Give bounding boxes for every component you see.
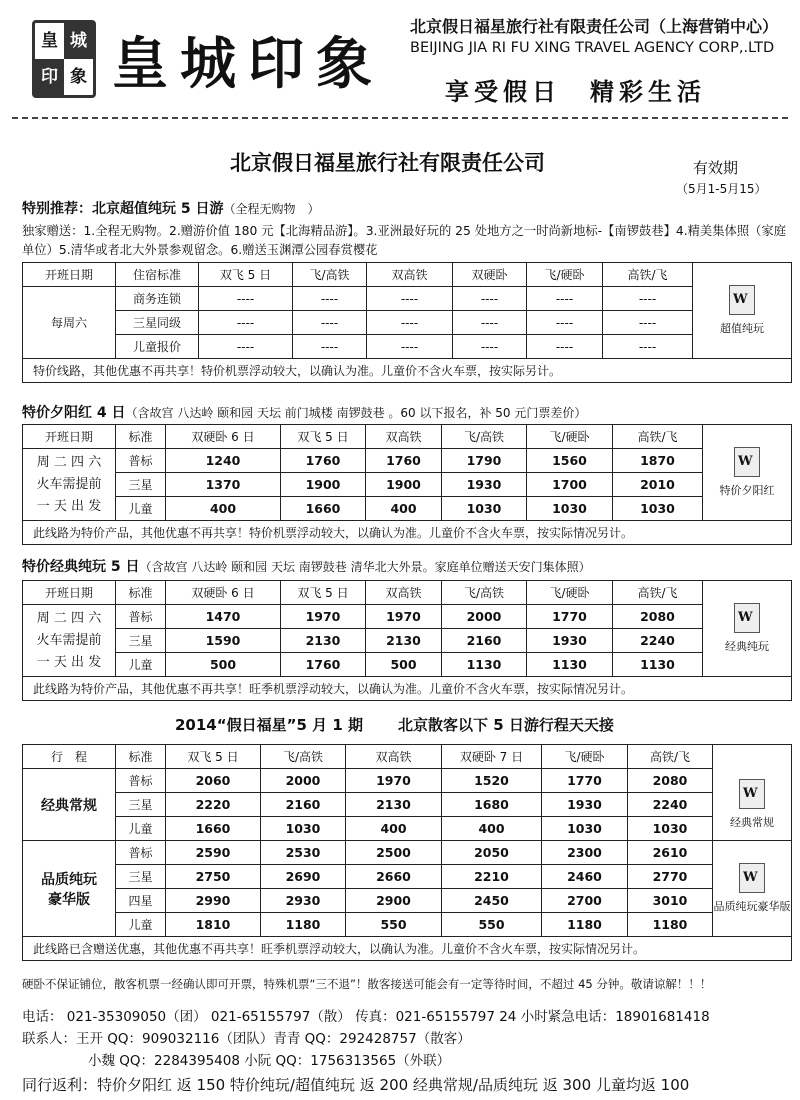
standard-cell: 三星同级 — [116, 311, 199, 335]
column-header: 开班日期 — [23, 425, 116, 449]
column-header: 标准 — [116, 745, 166, 769]
table-row — [23, 793, 792, 817]
header-divider — [12, 117, 788, 119]
column-header: 飞/高铁 — [442, 581, 527, 605]
standard-cell: 儿童 — [116, 653, 166, 677]
price-cell: 550 — [442, 913, 542, 937]
price-cell: 1700 — [527, 473, 613, 497]
table-header-row — [23, 263, 792, 287]
column-header: 开班日期 — [23, 581, 116, 605]
price-cell: 1970 — [366, 605, 442, 629]
word-document-icon — [729, 285, 755, 315]
standard-cell: 儿童 — [116, 817, 166, 841]
column-header: 高铁/飞 — [628, 745, 713, 769]
column-header: 住宿标准 — [116, 263, 199, 287]
footer-contact-1: 联系人：王开 QQ：909032116（团队）青青 QQ：292428757（散客） — [22, 1031, 471, 1047]
column-header: 飞/硬卧 — [542, 745, 628, 769]
group-name-line: 品质纯玩 — [41, 871, 97, 888]
standard-cell: 儿童 — [116, 913, 166, 937]
section2-title: 特价夕阳红 4 日 — [22, 405, 126, 421]
document-attachment[interactable] — [703, 581, 792, 677]
price-cell: 1680 — [442, 793, 542, 817]
price-cell: 2240 — [613, 629, 703, 653]
standard-cell: 商务连锁 — [116, 287, 199, 311]
price-cell: 1560 — [527, 449, 613, 473]
price-cell: 1180 — [261, 913, 346, 937]
seal-char: 皇 — [41, 31, 58, 51]
column-header: 高铁/飞 — [613, 425, 703, 449]
price-cell: 2300 — [542, 841, 628, 865]
table-row — [23, 287, 792, 311]
footer-rebate: 同行返利：特价夕阳红 返 150 特价纯玩/超值纯玩 返 200 经典常规/品质纯玩 返 300 儿童均返 100 — [22, 1076, 690, 1094]
word-document-icon — [734, 447, 760, 477]
price-cell: 500 — [366, 653, 442, 677]
price-cell: 1180 — [542, 913, 628, 937]
attachment-caption: 特价夕阳红 — [719, 484, 775, 497]
column-header: 双飞 5 日 — [281, 425, 366, 449]
table-note-row — [23, 937, 792, 961]
price-cell: ---- — [199, 335, 293, 359]
standard-cell: 普标 — [116, 449, 166, 473]
slogan: 享受假日 精彩生活 — [445, 77, 706, 106]
table-row — [23, 449, 792, 473]
price-cell: ---- — [453, 335, 527, 359]
section1-description: 独家赠送：1.全程无购物。2.赠游价值 180 元【北海精品游】。3.亚洲最好玩的 25 处地方之一时尚新地标-【南锣鼓巷】4.精美集体照（家庭单位）5.清华或者北大外景参观留念。6.赠送玉渊潭公园春赏樱花 — [22, 224, 787, 257]
document-attachment[interactable] — [713, 769, 792, 841]
word-document-icon — [739, 779, 765, 809]
column-header: 飞/高铁 — [261, 745, 346, 769]
section3-note: 此线路为特价产品，其他优惠不再共享！旺季机票浮动较大，以确认为准。儿童价不含火车票，按实际情况另计。 — [23, 677, 792, 701]
column-header: 行 程 — [23, 745, 116, 769]
price-cell: 2050 — [442, 841, 542, 865]
table-row — [23, 311, 792, 335]
validity-label: 有效期 — [693, 159, 739, 177]
table-note-row — [23, 677, 792, 701]
section1-note: 特价线路，其他优惠不再共享！特价机票浮动较大，以确认为准。儿童价不含火车票，按实际另计。 — [23, 359, 792, 383]
table-note-row — [23, 359, 792, 383]
table-row — [23, 605, 792, 629]
price-cell: ---- — [199, 287, 293, 311]
section3-title: 特价经典纯玩 5 日 — [22, 559, 140, 575]
schedule-line: 火车需提前 — [36, 476, 102, 492]
table-header-row — [23, 745, 792, 769]
table-row — [23, 497, 792, 521]
price-cell: 1930 — [442, 473, 527, 497]
standard-cell: 三星 — [116, 793, 166, 817]
price-cell: 1030 — [527, 497, 613, 521]
price-cell: ---- — [603, 335, 693, 359]
price-cell: 400 — [166, 497, 281, 521]
price-cell: 2160 — [442, 629, 527, 653]
price-cell: 1130 — [442, 653, 527, 677]
price-cell: 550 — [346, 913, 442, 937]
document-attachment[interactable] — [713, 841, 792, 937]
table-row — [23, 769, 792, 793]
price-cell: 1770 — [527, 605, 613, 629]
section1-title: 特别推荐：北京超值纯玩 5 日游 — [22, 201, 224, 217]
brand-name: 皇城印象 — [112, 31, 384, 97]
word-document-icon — [734, 603, 760, 633]
table-row — [23, 865, 792, 889]
section4-band-right: 北京散客以下 5 日游行程天天接 — [398, 716, 614, 734]
price-cell: 1180 — [628, 913, 713, 937]
column-header: 双高铁 — [346, 745, 442, 769]
brand-seal-logo — [32, 20, 96, 98]
price-cell: 1760 — [281, 653, 366, 677]
price-cell: 2770 — [628, 865, 713, 889]
attachment-caption: 经典纯玩 — [725, 640, 769, 653]
price-cell: 2610 — [628, 841, 713, 865]
price-cell: 1030 — [628, 817, 713, 841]
column-header: 双高铁 — [367, 263, 453, 287]
departure-date: 每周六 — [23, 287, 116, 359]
price-cell: 1870 — [613, 449, 703, 473]
price-cell: ---- — [199, 311, 293, 335]
price-cell: 1470 — [166, 605, 281, 629]
column-header: 双飞 5 日 — [166, 745, 261, 769]
column-header: 双硬卧 6 日 — [166, 425, 281, 449]
price-cell: 2690 — [261, 865, 346, 889]
group-name-line: 豪华版 — [48, 891, 90, 908]
price-cell: 1030 — [261, 817, 346, 841]
price-cell: ---- — [293, 287, 367, 311]
standard-cell: 儿童 — [116, 497, 166, 521]
standard-cell: 三星 — [116, 629, 166, 653]
price-cell: 500 — [166, 653, 281, 677]
price-cell: 2000 — [442, 605, 527, 629]
price-cell: 1930 — [542, 793, 628, 817]
seal-char: 印 — [35, 59, 64, 95]
table-row — [23, 653, 792, 677]
price-cell: 1030 — [542, 817, 628, 841]
column-header: 双硬卧 — [453, 263, 527, 287]
section2-subtitle: （含故宫 八达岭 颐和园 天坛 前门城楼 南锣鼓巷 。60 以下报名，补 50 元门票差价） — [125, 406, 587, 420]
icon-header-spacer — [713, 745, 792, 769]
price-cell: 2000 — [261, 769, 346, 793]
schedule-line: 一 天 出 发 — [36, 498, 102, 514]
seal-char: 象 — [70, 67, 87, 87]
price-cell: 400 — [346, 817, 442, 841]
column-header: 开班日期 — [23, 263, 116, 287]
price-cell: 2080 — [613, 605, 703, 629]
price-cell: 1900 — [366, 473, 442, 497]
price-cell: 1660 — [166, 817, 261, 841]
table-row — [23, 841, 792, 865]
column-header: 标准 — [116, 425, 166, 449]
validity-range: （5月1-5月15） — [676, 182, 767, 196]
price-cell: ---- — [367, 287, 453, 311]
seal-char: 城 — [64, 23, 93, 59]
price-cell: 2460 — [542, 865, 628, 889]
standard-cell: 普标 — [116, 841, 166, 865]
price-cell: 1760 — [281, 449, 366, 473]
price-cell: 2660 — [346, 865, 442, 889]
price-cell: 1130 — [613, 653, 703, 677]
column-header: 双高铁 — [366, 581, 442, 605]
table-row — [23, 889, 792, 913]
price-cell: 2220 — [166, 793, 261, 817]
column-header: 双硬卧 7 日 — [442, 745, 542, 769]
price-cell: 1810 — [166, 913, 261, 937]
price-cell: 2990 — [166, 889, 261, 913]
column-header: 高铁/飞 — [603, 263, 693, 287]
price-cell: 2130 — [281, 629, 366, 653]
price-cell: 1030 — [442, 497, 527, 521]
section1-subtitle: （全程无购物 ） — [223, 202, 320, 216]
price-cell: 2500 — [346, 841, 442, 865]
standard-cell: 普标 — [116, 605, 166, 629]
price-cell: 400 — [442, 817, 542, 841]
price-cell: 1370 — [166, 473, 281, 497]
section1-price-table — [22, 262, 792, 383]
schedule-line: 周 二 四 六 — [36, 610, 102, 626]
table-row — [23, 335, 792, 359]
price-cell: 2130 — [346, 793, 442, 817]
column-header: 飞/高铁 — [293, 263, 367, 287]
price-cell: 2450 — [442, 889, 542, 913]
table-row — [23, 913, 792, 937]
section3-subtitle: （含故宫 八达岭 颐和园 天坛 南锣鼓巷 清华北大外景。家庭单位赠送天安门集体照） — [139, 560, 591, 574]
attachment-caption: 超值纯玩 — [720, 322, 764, 335]
price-cell: ---- — [293, 335, 367, 359]
table-row — [23, 817, 792, 841]
price-cell: 1970 — [346, 769, 442, 793]
section2-price-table — [22, 424, 792, 545]
schedule-line: 一 天 出 发 — [36, 654, 102, 670]
price-cell: ---- — [527, 335, 603, 359]
document-attachment[interactable] — [703, 425, 792, 521]
section4-band-left: 2014“假日福星”5 月 1 期 — [175, 716, 364, 734]
price-cell: 1760 — [366, 449, 442, 473]
price-cell: 1660 — [281, 497, 366, 521]
price-cell: 1130 — [527, 653, 613, 677]
price-cell: ---- — [603, 311, 693, 335]
table-header-row — [23, 425, 792, 449]
column-header: 双飞 5 日 — [199, 263, 293, 287]
standard-cell: 普标 — [116, 769, 166, 793]
price-cell: ---- — [527, 311, 603, 335]
company-name-cn: 北京假日福星旅行社有限责任公司（上海营销中心） — [410, 17, 779, 36]
price-cell: 1590 — [166, 629, 281, 653]
section2-note: 此线路为特价产品，其他优惠不再共享！特价机票浮动较大，以确认为准。儿童价不含火车票，按实际情况另计。 — [23, 521, 792, 545]
price-cell: 3010 — [628, 889, 713, 913]
column-header: 飞/高铁 — [442, 425, 527, 449]
column-header: 标准 — [116, 581, 166, 605]
section1-heading — [22, 198, 320, 218]
footer-contact-2: 小魏 QQ：2284395408 小阮 QQ：1756313565（外联） — [88, 1053, 451, 1069]
price-cell: 2530 — [261, 841, 346, 865]
price-cell: 2210 — [442, 865, 542, 889]
table-row — [23, 473, 792, 497]
price-cell: 2750 — [166, 865, 261, 889]
standard-cell: 三星 — [116, 473, 166, 497]
page-title: 北京假日福星旅行社有限责任公司 — [230, 151, 545, 175]
price-cell: 2900 — [346, 889, 442, 913]
attachment-caption: 经典常规 — [730, 815, 774, 829]
footer-notice: 硬卧不保证铺位，散客机票一经确认即可开票，特殊机票“三不退”！散客接送可能会有一定等待时间，不超过 45 分钟。敬请谅解！！！ — [22, 977, 712, 991]
price-cell: 2080 — [628, 769, 713, 793]
price-cell: ---- — [293, 311, 367, 335]
table-header-row — [23, 581, 792, 605]
schedule-line: 周 二 四 六 — [36, 454, 102, 470]
column-header: 飞/硬卧 — [527, 425, 613, 449]
tour-group-name: 经典常规 — [23, 769, 116, 841]
price-cell: ---- — [367, 311, 453, 335]
word-document-icon — [739, 863, 765, 893]
section3-price-table — [22, 580, 792, 701]
price-cell: 2590 — [166, 841, 261, 865]
price-cell: 2060 — [166, 769, 261, 793]
price-cell: 2130 — [366, 629, 442, 653]
price-cell: ---- — [453, 287, 527, 311]
column-header: 双硬卧 6 日 — [166, 581, 281, 605]
price-cell: 1030 — [613, 497, 703, 521]
price-cell: 2160 — [261, 793, 346, 817]
standard-cell: 儿童报价 — [116, 335, 199, 359]
section4-note: 此线路已含赠送优惠，其他优惠不再共享！旺季机票浮动较大，以确认为准。儿童价不含火车票，按实际情况另计。 — [23, 937, 792, 961]
section2-heading — [22, 402, 586, 422]
price-cell: 2240 — [628, 793, 713, 817]
column-header: 双高铁 — [366, 425, 442, 449]
table-row — [23, 629, 792, 653]
schedule-line: 火车需提前 — [36, 632, 102, 648]
price-cell: 1790 — [442, 449, 527, 473]
price-cell: ---- — [527, 287, 603, 311]
column-header: 高铁/飞 — [613, 581, 703, 605]
price-cell: 400 — [366, 497, 442, 521]
company-name-en: BEIJING JIA RI FU XING TRAVEL AGENCY CORP,.LTD — [410, 40, 775, 56]
column-header: 飞/硬卧 — [527, 263, 603, 287]
footer-phones: 电话： 021-35309050（团） 021-65155797（散） 传真：021-65155797 24 小时紧急电话：18901681418 — [22, 1009, 710, 1025]
price-cell: 1970 — [281, 605, 366, 629]
column-header: 双飞 5 日 — [281, 581, 366, 605]
price-cell: 1240 — [166, 449, 281, 473]
price-cell: 1520 — [442, 769, 542, 793]
price-cell: ---- — [367, 335, 453, 359]
header — [0, 0, 800, 116]
table-note-row — [23, 521, 792, 545]
price-cell: 1900 — [281, 473, 366, 497]
section4-price-table — [22, 744, 792, 961]
price-cell: 2010 — [613, 473, 703, 497]
departure-schedule — [23, 449, 116, 521]
tour-group-name — [23, 841, 116, 937]
price-cell: ---- — [603, 287, 693, 311]
price-cell: 2930 — [261, 889, 346, 913]
standard-cell: 四星 — [116, 889, 166, 913]
document-attachment[interactable] — [693, 263, 792, 359]
column-header: 飞/硬卧 — [527, 581, 613, 605]
departure-schedule — [23, 605, 116, 677]
price-cell: 2700 — [542, 889, 628, 913]
price-cell: ---- — [453, 311, 527, 335]
attachment-caption: 品质纯玩豪华版 — [713, 900, 791, 913]
standard-cell: 三星 — [116, 865, 166, 889]
section3-heading — [22, 556, 591, 576]
price-cell: 1770 — [542, 769, 628, 793]
price-cell: 1930 — [527, 629, 613, 653]
